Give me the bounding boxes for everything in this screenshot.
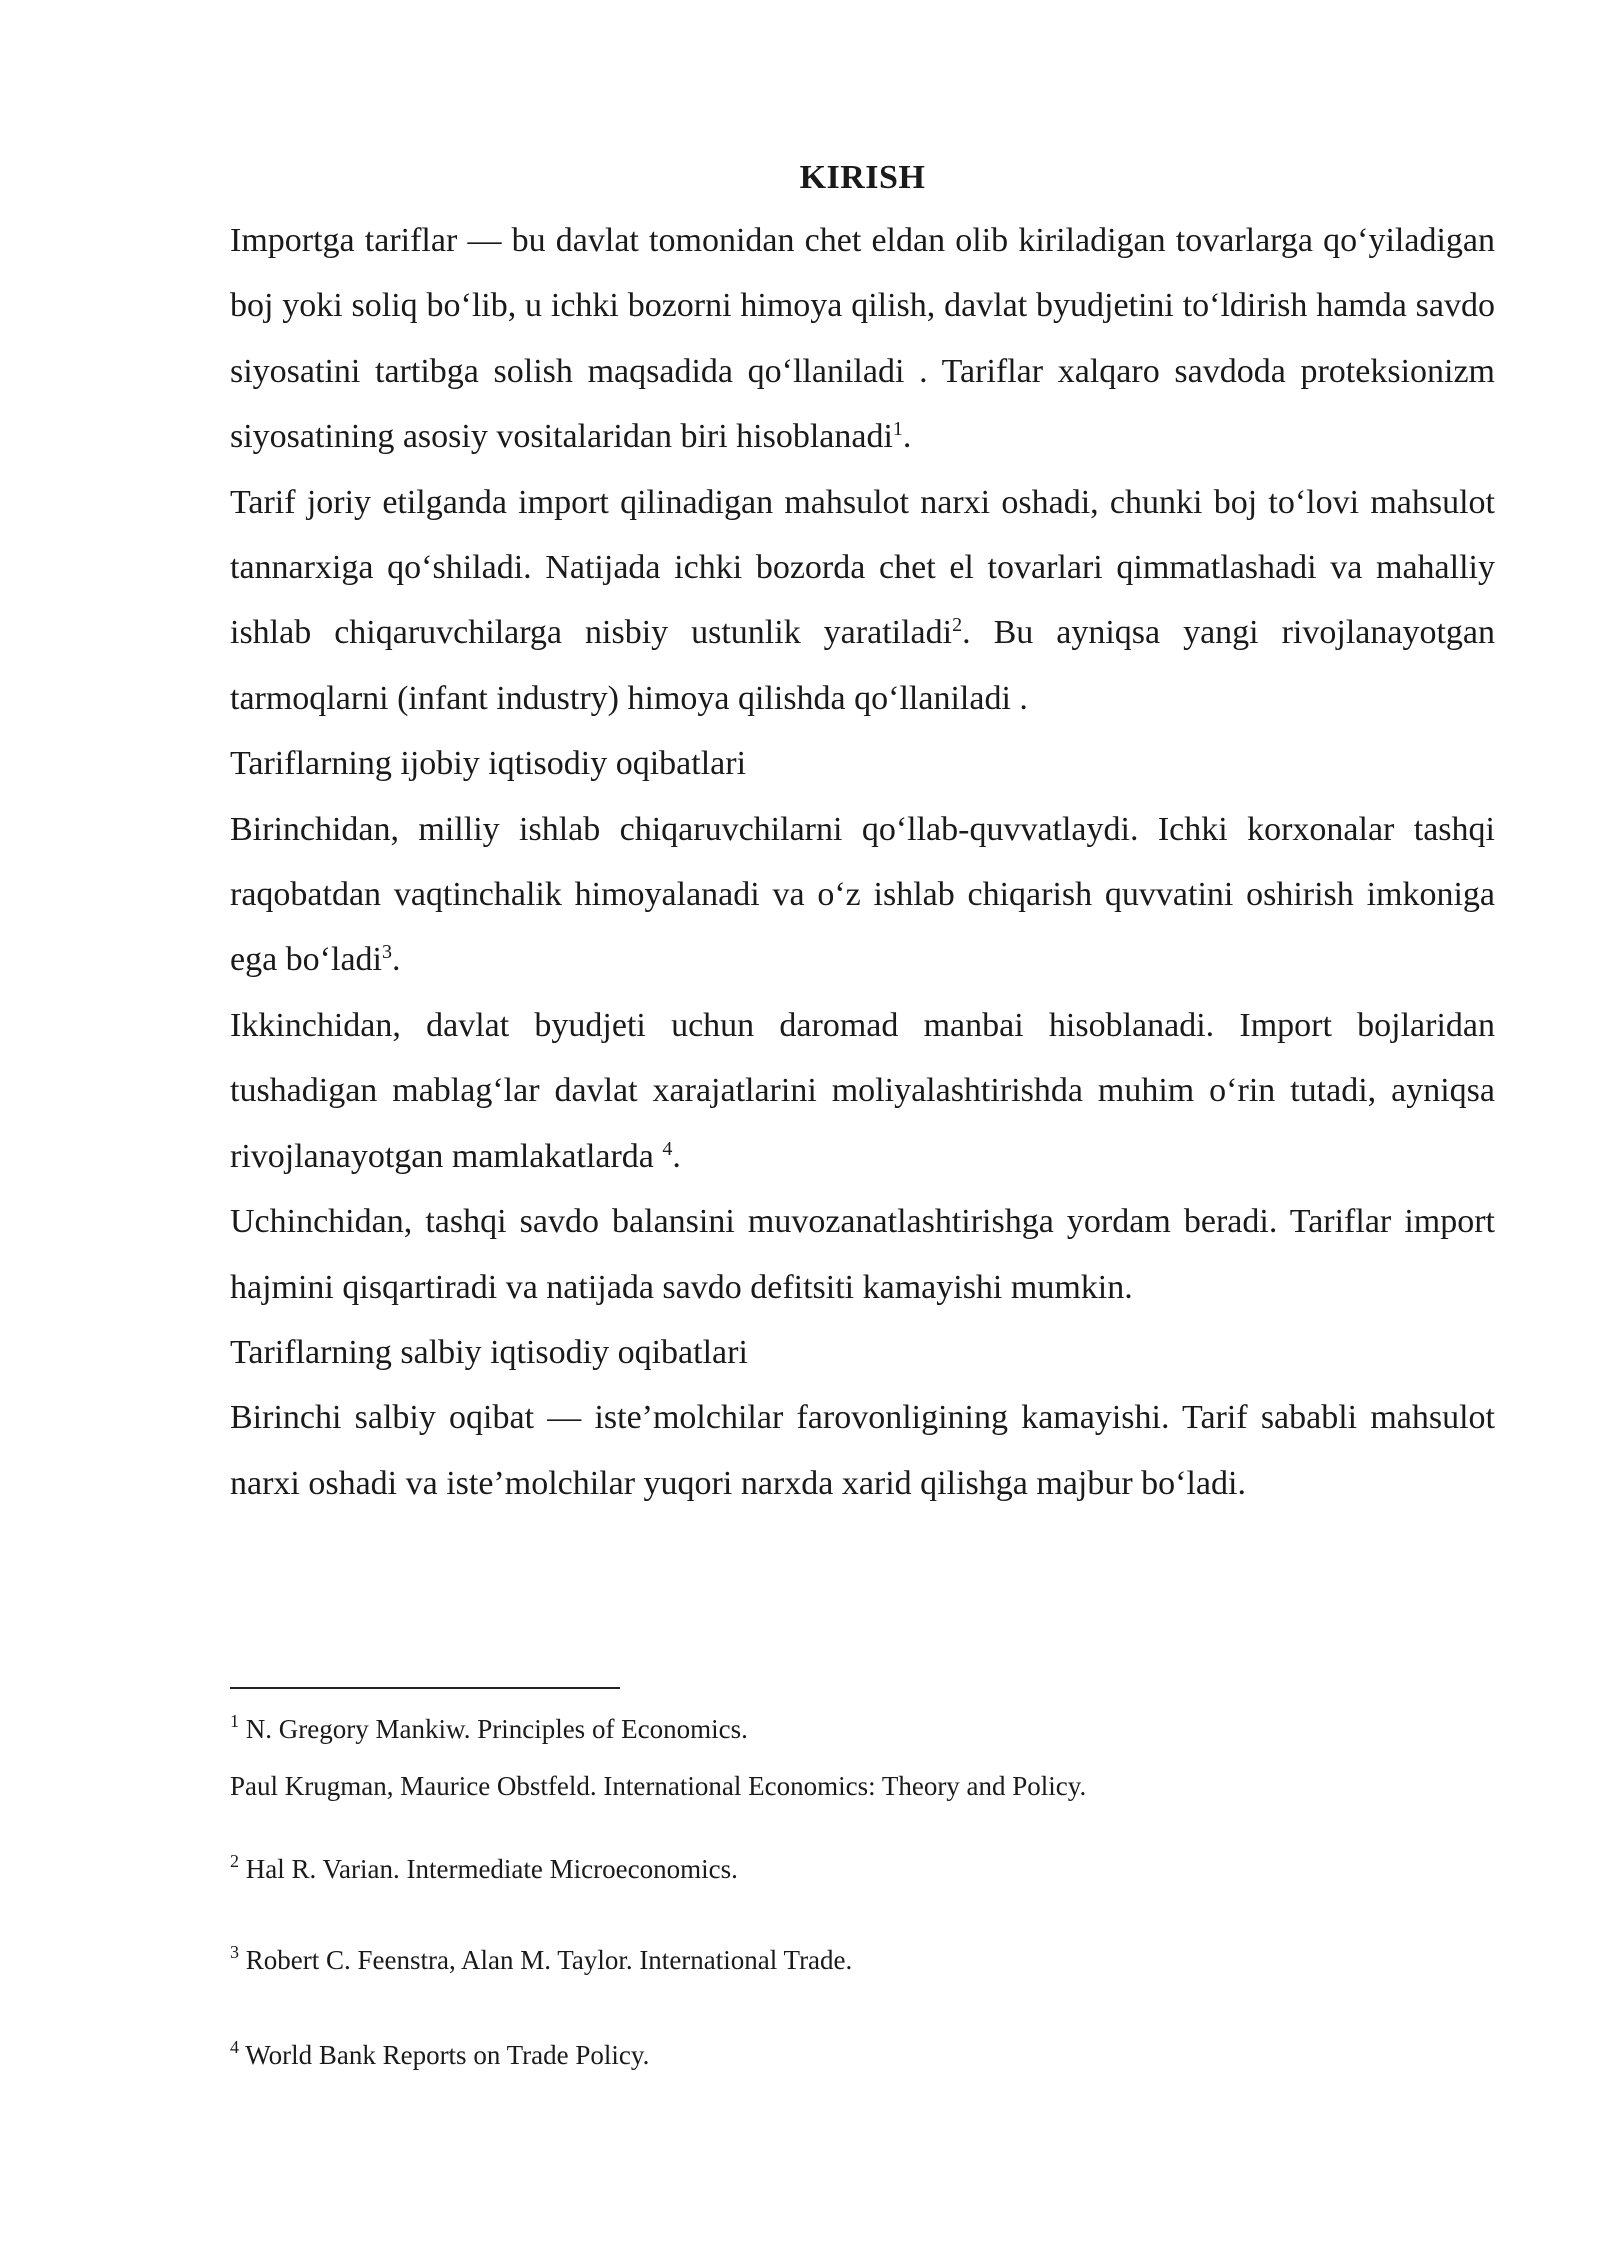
footnote-4: $^4$ World Bank Reports on Trade Policy. [230,2037,650,2070]
paragraph-second-positive: Ikkinchidan, davlat byudjeti uchun daromad manbai hisoblanadi. Import bojlaridan tushadigan mablag‘lar davlat xarajatlarini moliyalashtirishda muhim o‘rin tutadi, ayniqsa rivojlanayotgan mamlakatlarda $^4$. [230,1006,1495,1175]
footnote-1-continued: Paul Krugman, Maurice Obstfeld. International Economics: Theory and Policy. [230,1771,1087,1801]
paragraph-tariff-effect: Tarif joriy etilganda import qilinadigan mahsulot narxi oshadi, chunki boj to‘lovi mahsulot tannarxiga qo‘shiladi. Natijada ichki bozorda chet el tovarlari qimmatlashadi va mahalliy ishlab chiqaruvchilarga nisbiy ustunlik yaratiladi$^2$. Bu ayniqsa yangi rivojlanayotgan tarmoqlarni (infant industry) himoya qilishda qo‘llaniladi . [230,483,1495,717]
footnote-ref-3[interactable]: 3 [382,941,392,964]
footnote-1: $^1$ N. Gregory Mankiw. Principles of Economics. [230,1711,748,1744]
paragraph-third-positive: Uchinchidan, tashqi savdo balansini muvozanatlashtirishga yordam beradi. Tariflar import hajmini qisqartiradi va natijada savdo defitsiti kamayishi mumkin. [230,1203,1495,1306]
footnote-2: $^2$ Hal R. Varian. Intermediate Microeconomics. [230,1851,738,1884]
footnote-ref-2[interactable]: 2 [952,614,963,637]
paragraph-first-negative: Birinchi salbiy oqibat — iste’molchilar farovonligining kamayishi. Tarif sababli mahsulot narxi oshadi va iste’molchilar yuqori narxda xarid qilishga majbur bo‘ladi. [230,1399,1495,1502]
paragraph-first-positive: Birinchidan, milliy ishlab chiqaruvchilarni qo‘llab-quvvatlaydi. Ichki korxonalar tashqi raqobatdan vaqtinchalik himoyalanadi va o‘z ishlab chiqarish quvvatini oshirish imkoniga ega bo‘ladi$^3$. [230,810,1495,979]
footnote-ref-4[interactable]: 4 [662,1137,673,1160]
section-heading-positive: Tariflarning ijobiy iqtisodiy oqibatlari [230,745,747,783]
section-heading-negative: Tariflarning salbiy iqtisodiy oqibatlari [230,1333,748,1371]
page-body [230,148,1495,1516]
paragraph-intro: Importga tariflar — bu davlat tomonidan chet eldan olib kiriladigan tovarlarga qo‘yiladigan boj yoki soliq bo‘lib, u ichki bozorni himoya qilish, davlat byudjetini to‘ldirish hamda savdo siyosatini tartibga solish maqsadida qo‘llaniladi . Tariflar xalqaro savdoda proteksionizm siyosatining asosiy vositalaridan biri hisoblanadi$^1$. [230,222,1495,456]
footnote-3: $^3$ Robert C. Feenstra, Alan M. Taylor. International Trade. [230,1942,853,1975]
footnote-ref-1[interactable]: 1 [892,418,903,441]
footnote-separator [230,1687,620,1689]
page-title: KIRISH [799,159,926,196]
